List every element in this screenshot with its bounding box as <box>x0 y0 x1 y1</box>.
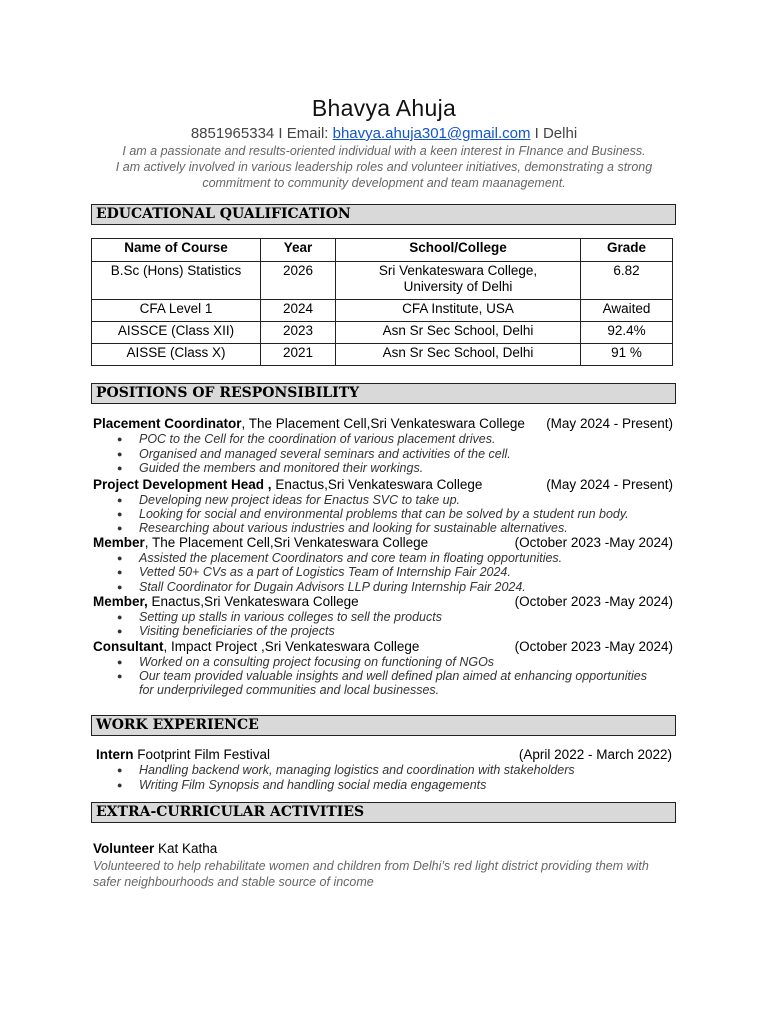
table-cell: Asn Sr Sec School, Delhi <box>336 322 581 344</box>
section-header-positions: POSITIONS OF RESPONSIBILITY <box>91 383 676 404</box>
extra-role: Volunteer <box>93 841 155 856</box>
position-date: (October 2023 -May 2024) <box>514 639 673 654</box>
table-cell: 91 % <box>581 344 673 366</box>
table-cell: 2023 <box>261 322 336 344</box>
table-cell: AISSE (Class X) <box>92 344 261 366</box>
extra-entry <box>93 841 673 857</box>
resume-name: Bhavya Ahuja <box>311 95 457 121</box>
extra-org: Kat Katha <box>154 841 218 856</box>
position-org: , The Placement Cell,Sri Venkateswara College <box>144 535 429 550</box>
position-date: (October 2023 -May 2024) <box>514 594 673 609</box>
position-org: Enactus,Sri Venkateswara College <box>271 477 483 492</box>
position-org: , Impact Project ,Sri Venkateswara College <box>163 639 420 654</box>
table-cell: Sri Venkateswara College, University of Delhi <box>336 262 581 300</box>
summary-line: commitment to community development and team maanagement. <box>202 176 566 190</box>
table-cell: 92.4% <box>581 322 673 344</box>
phone: 8851965334 <box>190 125 275 142</box>
bullet-icon: ● <box>117 567 123 577</box>
table-cell: 2026 <box>261 262 336 300</box>
table-cell: 2024 <box>261 300 336 322</box>
column-header: School/College <box>336 239 581 262</box>
table-cell: B.Sc (Hons) Statistics <box>92 262 261 300</box>
summary-line: I am actively involved in various leadership roles and volunteer initiatives, demonstrating a strong <box>115 160 653 174</box>
position-role: Member, <box>93 594 148 609</box>
bullet-icon: ● <box>117 582 123 592</box>
bullet-icon: ● <box>117 780 123 790</box>
position-entry <box>93 594 673 610</box>
summary-line: I am a passionate and results-oriented individual with a keen interest in FInance and Business. <box>122 144 646 158</box>
bullet-icon: ● <box>117 495 123 505</box>
table-row <box>92 300 673 322</box>
column-header: Year <box>261 239 336 262</box>
column-header: Name of Course <box>92 239 261 262</box>
bullet-icon: ● <box>117 509 123 519</box>
position-date: (October 2023 -May 2024) <box>514 535 673 550</box>
bullet-icon: ● <box>117 626 123 636</box>
email-link[interactable]: bhavya.ahuja301@gmail.com <box>332 125 531 142</box>
contact-sep: I Email: <box>274 125 333 142</box>
position-date: (May 2024 - Present) <box>546 416 673 431</box>
position-role: Member <box>93 535 145 550</box>
section-header-education: EDUCATIONAL QUALIFICATION <box>91 204 676 225</box>
table-cell: AISSCE (Class XII) <box>92 322 261 344</box>
work-date: (April 2022 - March 2022) <box>518 747 672 762</box>
position-entry <box>93 416 673 432</box>
education-table <box>91 238 673 366</box>
table-cell: CFA Institute, USA <box>336 300 581 322</box>
position-role: Consultant <box>93 639 164 654</box>
section-header-extra: EXTRA-CURRICULAR ACTIVITIES <box>91 802 676 823</box>
table-row <box>92 262 673 300</box>
position-role: Placement Coordinator <box>93 416 242 431</box>
table-cell: 2021 <box>261 344 336 366</box>
table-header-row <box>92 239 673 262</box>
table-cell: CFA Level 1 <box>92 300 261 322</box>
extra-description: Volunteered to help rehabilitate women and children from Delhi’s red light district providing them with <box>93 859 649 873</box>
work-entry <box>96 747 672 763</box>
extra-description: safer neighbourhoods and stable source of income <box>93 875 374 889</box>
section-header-work: WORK EXPERIENCE <box>91 715 676 736</box>
table-cell: Asn Sr Sec School, Delhi <box>336 344 581 366</box>
position-entry <box>93 639 673 655</box>
bullet-icon: ● <box>117 765 123 775</box>
position-org: Enactus,Sri Venkateswara College <box>147 594 359 609</box>
table-cell: Awaited <box>581 300 673 322</box>
position-role: Project Development Head , <box>93 477 272 492</box>
table-cell: 6.82 <box>581 262 673 300</box>
bullet-icon: ● <box>117 523 123 533</box>
bullet-icon: ● <box>117 612 123 622</box>
bullet-icon: ● <box>117 434 123 444</box>
position-entry <box>93 535 673 551</box>
bullet-icon: ● <box>117 449 123 459</box>
position-date: (May 2024 - Present) <box>546 477 673 492</box>
table-row <box>92 344 673 366</box>
contact-location: I Delhi <box>530 125 578 142</box>
bullet-icon: ● <box>117 657 123 667</box>
work-org: Footprint Film Festival <box>133 747 271 762</box>
position-org: , The Placement Cell,Sri Venkateswara College <box>241 416 525 431</box>
column-header: Grade <box>581 239 673 262</box>
bullet-icon: ● <box>117 553 123 563</box>
bullet-icon: ● <box>117 671 123 681</box>
table-row <box>92 322 673 344</box>
bullet-icon: ● <box>117 463 123 473</box>
contact-line <box>0 125 768 142</box>
work-role: Intern <box>96 747 134 762</box>
position-entry <box>93 477 673 493</box>
